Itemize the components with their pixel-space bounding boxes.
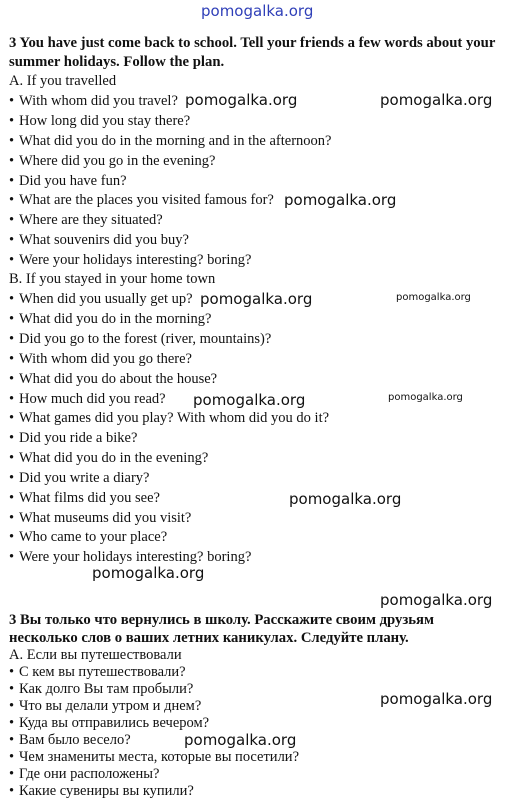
list-item-text: What did you do in the evening? — [19, 450, 209, 466]
bullet-icon: • — [9, 490, 15, 506]
list-item-text: Did you write a diary? — [19, 470, 150, 486]
english-a-item — [9, 191, 274, 209]
bullet-icon: • — [9, 351, 15, 367]
watermark: pomogalka.org — [284, 191, 397, 209]
watermark: pomogalka.org — [380, 591, 493, 609]
list-item-text: Как долго Вы там пробыли? — [19, 681, 194, 697]
russian-a-item — [9, 680, 193, 698]
list-item-text: What did you do in the morning and in the afternoon? — [19, 133, 332, 149]
english-a-item — [9, 132, 331, 150]
english-a-item — [9, 251, 251, 269]
watermark: pomogalka.org — [380, 91, 493, 109]
watermark: pomogalka.org — [396, 292, 471, 303]
list-item-text: Где они расположены? — [19, 766, 160, 782]
english-heading-line-1: 3 You have just come back to school. Tell your friends a few words about your — [9, 35, 496, 51]
english-b-item — [9, 370, 217, 388]
english-b-item — [9, 409, 329, 427]
watermark: pomogalka.org — [193, 391, 306, 409]
russian-a-item — [9, 714, 209, 732]
english-b-item — [9, 469, 149, 487]
list-item-text: Какие сувениры вы купили? — [19, 783, 194, 799]
list-item-text: Were your holidays interesting? boring? — [19, 252, 252, 268]
list-item-text: What games did you play? With whom did you do it? — [19, 410, 330, 426]
bullet-icon: • — [9, 450, 15, 466]
list-item-text: Where did you go in the evening? — [19, 153, 216, 169]
english-b-item — [9, 429, 137, 447]
bullet-icon: • — [9, 153, 15, 169]
bullet-icon: • — [9, 749, 15, 765]
list-item-text: When did you usually get up? — [19, 291, 193, 307]
bullet-icon: • — [9, 510, 15, 526]
russian-a-item — [9, 697, 201, 715]
watermark: pomogalka.org — [289, 490, 402, 508]
bullet-icon: • — [9, 93, 15, 109]
english-b-item — [9, 350, 192, 368]
list-item-text: With whom did you travel? — [19, 93, 178, 109]
list-item-text: Did you have fun? — [19, 173, 127, 189]
english-a-item — [9, 172, 127, 190]
english-b-item — [9, 290, 193, 308]
bullet-icon: • — [9, 133, 15, 149]
list-item-text: What did you do in the morning? — [19, 311, 212, 327]
russian-a-item — [9, 782, 194, 800]
bullet-icon: • — [9, 192, 15, 208]
english-section-a-title: A. If you travelled — [9, 73, 117, 89]
bullet-icon: • — [9, 698, 15, 714]
list-item-text: Who came to your place? — [19, 529, 168, 545]
list-item-text: Were your holidays interesting? boring? — [19, 549, 252, 565]
bullet-icon: • — [9, 766, 15, 782]
bullet-icon: • — [9, 291, 15, 307]
list-item-text: С кем вы путешествовали? — [19, 664, 186, 680]
list-item-text: How much did you read? — [19, 391, 166, 407]
english-a-item — [9, 211, 163, 229]
list-item-text: Вам было весело? — [19, 732, 131, 748]
list-item-text: How long did you stay there? — [19, 113, 191, 129]
english-b-item — [9, 509, 191, 527]
english-a-item — [9, 152, 216, 170]
list-item-text: What films did you see? — [19, 490, 160, 506]
bullet-icon: • — [9, 371, 15, 387]
russian-a-item — [9, 663, 186, 681]
bullet-icon: • — [9, 715, 15, 731]
list-item-text: With whom did you go there? — [19, 351, 192, 367]
watermark: pomogalka.org — [92, 564, 205, 582]
bullet-icon: • — [9, 470, 15, 486]
bullet-icon: • — [9, 252, 15, 268]
russian-section-a-title: А. Если вы путешествовали — [9, 647, 182, 663]
english-a-item — [9, 231, 189, 249]
bullet-icon: • — [9, 391, 15, 407]
russian-a-item — [9, 748, 299, 766]
list-item-text: Did you ride a bike? — [19, 430, 138, 446]
russian-a-item — [9, 731, 131, 749]
english-b-item — [9, 528, 167, 546]
english-b-item — [9, 489, 160, 507]
bullet-icon: • — [9, 529, 15, 545]
list-item-text: Чем знамениты места, которые вы посетили? — [19, 749, 300, 765]
bullet-icon: • — [9, 331, 15, 347]
watermark: pomogalka.org — [200, 290, 313, 308]
russian-heading-line-2: несколько слов о ваших летних каникулах. Следуйте плану. — [9, 630, 409, 646]
bullet-icon: • — [9, 410, 15, 426]
watermark-top: pomogalka.org — [201, 2, 314, 20]
list-item-text: Куда вы отправились вечером? — [19, 715, 210, 731]
bullet-icon: • — [9, 549, 15, 565]
watermark: pomogalka.org — [380, 690, 493, 708]
bullet-icon: • — [9, 173, 15, 189]
russian-a-item — [9, 765, 159, 783]
bullet-icon: • — [9, 664, 15, 680]
english-section-b-title: B. If you stayed in your home town — [9, 271, 216, 287]
watermark: pomogalka.org — [184, 731, 297, 749]
bullet-icon: • — [9, 681, 15, 697]
bullet-icon: • — [9, 212, 15, 228]
list-item-text: Where are they situated? — [19, 212, 163, 228]
list-item-text: Что вы делали утром и днем? — [19, 698, 202, 714]
english-heading-line-2: summer holidays. Follow the plan. — [9, 54, 225, 70]
bullet-icon: • — [9, 113, 15, 129]
bullet-icon: • — [9, 232, 15, 248]
english-a-item — [9, 112, 190, 130]
russian-heading-line-1: 3 Вы только что вернулись в школу. Расскажите своим друзьям — [9, 612, 434, 628]
watermark: pomogalka.org — [388, 392, 463, 403]
english-a-item — [9, 92, 178, 110]
list-item-text: What souvenirs did you buy? — [19, 232, 189, 248]
bullet-icon: • — [9, 732, 15, 748]
watermark: pomogalka.org — [185, 91, 298, 109]
english-b-item — [9, 310, 212, 328]
bullet-icon: • — [9, 783, 15, 799]
english-b-item — [9, 449, 208, 467]
list-item-text: What museums did you visit? — [19, 510, 192, 526]
list-item-text: What did you do about the house? — [19, 371, 218, 387]
list-item-text: Did you go to the forest (river, mountains)? — [19, 331, 272, 347]
english-b-item — [9, 330, 271, 348]
english-b-item — [9, 390, 166, 408]
bullet-icon: • — [9, 430, 15, 446]
bullet-icon: • — [9, 311, 15, 327]
list-item-text: What are the places you visited famous for? — [19, 192, 274, 208]
